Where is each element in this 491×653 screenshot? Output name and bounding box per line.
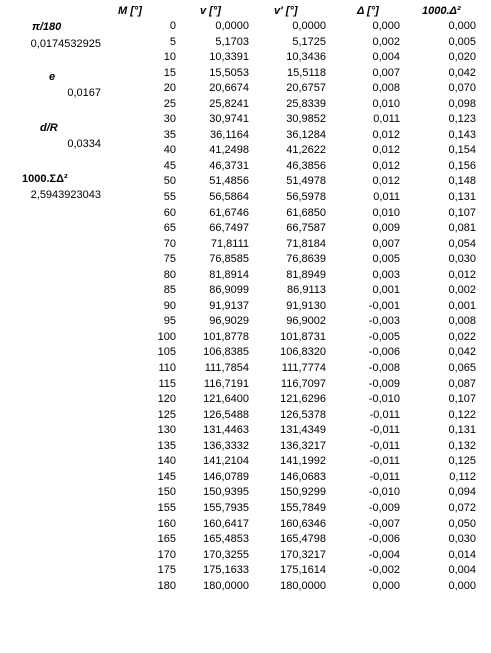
cell-v: 71,8111 <box>210 237 249 250</box>
cell-delta: -0,011 <box>369 408 400 421</box>
cell-delta-squared: 0,148 <box>448 175 476 188</box>
cell-delta: 0,005 <box>372 253 400 266</box>
cell-M: 10 <box>163 51 176 64</box>
cell-M: 150 <box>157 486 176 499</box>
cell-v: 146,0789 <box>203 470 249 483</box>
cell-v-prime: 96,9002 <box>286 315 326 328</box>
cell-v: 101,8778 <box>203 330 249 343</box>
cell-M: 20 <box>163 82 176 95</box>
cell-M: 170 <box>157 548 176 561</box>
cell-delta: 0,011 <box>373 113 400 126</box>
cell-v-prime: 126,5378 <box>280 408 326 421</box>
cell-delta: -0,007 <box>368 517 400 530</box>
cell-M: 115 <box>158 377 176 390</box>
cell-M: 130 <box>157 424 176 437</box>
cell-M: 45 <box>163 159 176 172</box>
cell-M: 90 <box>163 299 176 312</box>
cell-v: 5,1703 <box>215 35 249 48</box>
cell-M: 145 <box>157 470 176 483</box>
pi-value: 0,0174532925 <box>30 38 101 50</box>
cell-v: 51,4856 <box>209 175 249 188</box>
cell-delta-squared: 0,131 <box>448 424 476 437</box>
cell-delta-squared: 0,070 <box>448 82 476 95</box>
e-label: e <box>49 71 56 83</box>
cell-delta: -0,009 <box>368 501 400 514</box>
cell-delta-squared: 0,000 <box>448 579 476 592</box>
cell-M: 75 <box>163 253 176 266</box>
cell-v-prime: 30,9852 <box>286 113 326 126</box>
cell-delta: -0,008 <box>368 362 400 375</box>
cell-delta-squared: 0,002 <box>448 284 476 297</box>
cell-v: 56,5864 <box>209 191 249 204</box>
cell-v-prime: 51,4978 <box>286 175 326 188</box>
cell-M: 140 <box>157 455 176 468</box>
cell-M: 15 <box>163 66 176 79</box>
cell-delta: 0,010 <box>372 206 400 219</box>
cell-delta-squared: 0,042 <box>448 346 476 359</box>
cell-v-prime: 86,9113 <box>287 284 326 297</box>
column-v <box>180 19 249 594</box>
cell-M: 125 <box>157 408 176 421</box>
dr-value: 0,0334 <box>67 138 101 150</box>
header-v: v [°] <box>200 5 221 17</box>
cell-delta: 0,012 <box>372 175 400 188</box>
cell-v: 96,9029 <box>209 315 249 328</box>
cell-M: 175 <box>157 564 176 577</box>
cell-M: 40 <box>163 144 176 157</box>
cell-delta-squared: 0,143 <box>448 128 476 141</box>
cell-v-prime: 25,8339 <box>286 97 326 110</box>
cell-M: 120 <box>157 393 176 406</box>
dr-label: d/R <box>40 122 58 134</box>
cell-delta: 0,002 <box>372 35 400 48</box>
cell-v-prime: 56,5978 <box>286 191 326 204</box>
cell-M: 5 <box>169 35 176 48</box>
cell-delta: 0,009 <box>372 222 400 235</box>
cell-delta: 0,012 <box>372 144 400 157</box>
cell-v: 91,9137 <box>209 299 249 312</box>
cell-v: 170,3255 <box>203 548 249 561</box>
cell-delta: -0,003 <box>368 315 400 328</box>
cell-delta-squared: 0,042 <box>448 66 476 79</box>
cell-M: 165 <box>157 533 176 546</box>
cell-delta: -0,011 <box>369 470 400 483</box>
cell-delta-squared: 0,000 <box>448 20 476 32</box>
cell-v-prime: 0,0000 <box>292 20 326 32</box>
cell-v-prime: 15,5118 <box>287 66 326 79</box>
cell-v: 86,9099 <box>209 284 249 297</box>
cell-delta: 0,000 <box>372 20 400 32</box>
cell-delta: -0,011 <box>369 455 400 468</box>
header-v-prime: v' [°] <box>274 5 298 17</box>
cell-delta-squared: 0,014 <box>448 548 476 561</box>
cell-delta: -0,011 <box>369 439 400 452</box>
cell-M: 55 <box>163 191 176 204</box>
cell-delta-squared: 0,081 <box>448 222 476 235</box>
cell-M: 80 <box>163 268 176 281</box>
cell-v: 111,7854 <box>204 362 249 375</box>
cell-v: 131,4463 <box>203 424 249 437</box>
cell-v: 10,3391 <box>209 51 249 64</box>
cell-v-prime: 150,9299 <box>280 486 326 499</box>
cell-v: 121,6400 <box>203 393 249 406</box>
cell-v-prime: 76,8639 <box>286 253 326 266</box>
cell-delta-squared: 0,154 <box>448 144 476 157</box>
cell-v-prime: 121,6296 <box>280 393 326 406</box>
cell-v: 46,3731 <box>209 159 249 172</box>
cell-v-prime: 91,9130 <box>286 299 326 312</box>
cell-delta: -0,006 <box>368 346 400 359</box>
cell-v: 155,7935 <box>203 501 249 514</box>
cell-delta-squared: 0,072 <box>448 501 476 514</box>
cell-v: 41,2498 <box>209 144 249 157</box>
cell-v-prime: 141,1992 <box>280 455 326 468</box>
cell-delta: -0,010 <box>368 393 400 406</box>
cell-v: 15,5053 <box>209 66 249 79</box>
cell-delta: -0,001 <box>368 299 400 312</box>
cell-M: 100 <box>157 330 176 343</box>
cell-v: 160,6417 <box>203 517 249 530</box>
cell-delta: -0,004 <box>368 548 400 561</box>
cell-delta-squared: 0,030 <box>448 253 476 266</box>
cell-v: 116,7191 <box>203 377 249 390</box>
cell-v: 150,9395 <box>203 486 249 499</box>
cell-v: 30,9741 <box>209 113 249 126</box>
cell-delta-squared: 0,132 <box>448 439 476 452</box>
cell-v-prime: 106,8320 <box>280 346 326 359</box>
cell-delta: 0,010 <box>372 97 400 110</box>
cell-v-prime: 61,6850 <box>286 206 326 219</box>
cell-v: 136,3332 <box>203 439 249 452</box>
cell-delta: 0,000 <box>372 579 400 592</box>
cell-v: 36,1164 <box>210 128 249 141</box>
cell-delta-squared: 0,122 <box>448 408 476 421</box>
cell-v-prime: 131,4349 <box>280 424 326 437</box>
cell-delta-squared: 0,054 <box>448 237 476 250</box>
cell-delta: -0,009 <box>368 377 400 390</box>
cell-delta-squared: 0,001 <box>448 299 476 312</box>
pi-label: π/180 <box>32 21 62 33</box>
sum-value: 2,5943923043 <box>30 189 101 201</box>
cell-delta-squared: 0,156 <box>448 159 476 172</box>
cell-delta-squared: 0,112 <box>449 470 476 483</box>
cell-delta: 0,012 <box>372 128 400 141</box>
cell-M: 60 <box>163 206 176 219</box>
cell-v-prime: 165,4798 <box>280 533 326 546</box>
cell-v-prime: 160,6346 <box>280 517 326 530</box>
cell-v-prime: 46,3856 <box>286 159 326 172</box>
cell-v: 81,8914 <box>209 268 249 281</box>
cell-delta: -0,005 <box>368 330 400 343</box>
cell-v: 106,8385 <box>203 346 249 359</box>
cell-v-prime: 175,1614 <box>280 564 326 577</box>
cell-delta: -0,006 <box>368 533 400 546</box>
e-value: 0,0167 <box>67 87 101 99</box>
cell-v: 76,8585 <box>209 253 249 266</box>
cell-M: 50 <box>163 175 176 188</box>
column-v-prime <box>252 19 326 594</box>
cell-delta: -0,011 <box>369 424 400 437</box>
column-M <box>120 19 176 594</box>
cell-delta: 0,007 <box>372 237 400 250</box>
cell-M: 95 <box>163 315 176 328</box>
cell-delta: 0,007 <box>372 66 400 79</box>
cell-v-prime: 81,8949 <box>286 268 326 281</box>
cell-delta-squared: 0,050 <box>448 517 476 530</box>
cell-v: 180,0000 <box>203 579 249 592</box>
cell-delta-squared: 0,030 <box>448 533 476 546</box>
cell-delta-squared: 0,065 <box>448 362 476 375</box>
cell-v-prime: 10,3436 <box>286 51 326 64</box>
cell-v-prime: 180,0000 <box>280 579 326 592</box>
cell-delta: 0,008 <box>372 82 400 95</box>
cell-delta-squared: 0,022 <box>448 330 476 343</box>
cell-delta-squared: 0,098 <box>448 97 476 110</box>
cell-v: 175,1633 <box>203 564 249 577</box>
cell-delta-squared: 0,008 <box>448 315 476 328</box>
cell-M: 35 <box>163 128 176 141</box>
cell-delta-squared: 0,004 <box>448 564 476 577</box>
cell-M: 0 <box>169 20 176 32</box>
cell-v-prime: 71,8184 <box>286 237 326 250</box>
cell-v-prime: 5,1725 <box>292 35 326 48</box>
cell-v-prime: 101,8731 <box>280 330 326 343</box>
cell-v-prime: 136,3217 <box>280 439 326 452</box>
cell-delta: 0,004 <box>372 51 400 64</box>
header-delta-squared: 1000.Δ² <box>422 5 461 17</box>
cell-delta-squared: 0,087 <box>448 377 476 390</box>
cell-v-prime: 170,3217 <box>280 548 326 561</box>
cell-delta: 0,001 <box>372 284 400 297</box>
cell-M: 105 <box>157 346 176 359</box>
cell-delta-squared: 0,005 <box>448 35 476 48</box>
cell-v-prime: 20,6757 <box>286 82 326 95</box>
cell-delta-squared: 0,131 <box>448 191 476 204</box>
column-delta-squared <box>404 19 476 594</box>
cell-M: 160 <box>157 517 176 530</box>
cell-v: 25,8241 <box>209 97 249 110</box>
cell-M: 85 <box>163 284 176 297</box>
cell-v-prime: 111,7774 <box>281 362 326 375</box>
cell-delta: 0,011 <box>373 191 400 204</box>
cell-v-prime: 36,1284 <box>286 128 326 141</box>
header-delta: Δ [°] <box>357 5 379 17</box>
cell-M: 70 <box>163 237 176 250</box>
cell-M: 30 <box>163 113 176 126</box>
cell-M: 155 <box>157 501 176 514</box>
column-delta <box>330 19 400 594</box>
cell-delta-squared: 0,012 <box>448 268 476 281</box>
cell-delta-squared: 0,123 <box>448 113 476 126</box>
sum-label: 1000.ΣΔ² <box>22 173 68 185</box>
cell-M: 180 <box>157 579 176 592</box>
cell-v-prime: 41,2622 <box>286 144 326 157</box>
cell-M: 25 <box>163 97 176 110</box>
cell-delta-squared: 0,107 <box>448 206 476 219</box>
cell-delta: -0,010 <box>368 486 400 499</box>
cell-delta-squared: 0,107 <box>448 393 476 406</box>
cell-v: 20,6674 <box>209 82 249 95</box>
cell-v-prime: 66,7587 <box>286 222 326 235</box>
header-M: M [°] <box>118 5 142 17</box>
cell-delta: -0,002 <box>368 564 400 577</box>
cell-delta-squared: 0,094 <box>448 486 476 499</box>
cell-v: 165,4853 <box>203 533 249 546</box>
cell-delta-squared: 0,020 <box>448 51 476 64</box>
cell-delta: 0,012 <box>372 159 400 172</box>
cell-v: 61,6746 <box>209 206 249 219</box>
cell-M: 135 <box>157 439 176 452</box>
cell-v-prime: 116,7097 <box>280 377 326 390</box>
cell-v: 66,7497 <box>209 222 249 235</box>
cell-delta: 0,003 <box>372 268 400 281</box>
cell-v-prime: 155,7849 <box>280 501 326 514</box>
cell-delta-squared: 0,125 <box>448 455 476 468</box>
cell-v: 0,0000 <box>215 20 249 32</box>
cell-M: 110 <box>158 362 176 375</box>
cell-v-prime: 146,0683 <box>280 470 326 483</box>
cell-M: 65 <box>163 222 176 235</box>
cell-v: 126,5488 <box>203 408 249 421</box>
cell-v: 141,2104 <box>203 455 249 468</box>
